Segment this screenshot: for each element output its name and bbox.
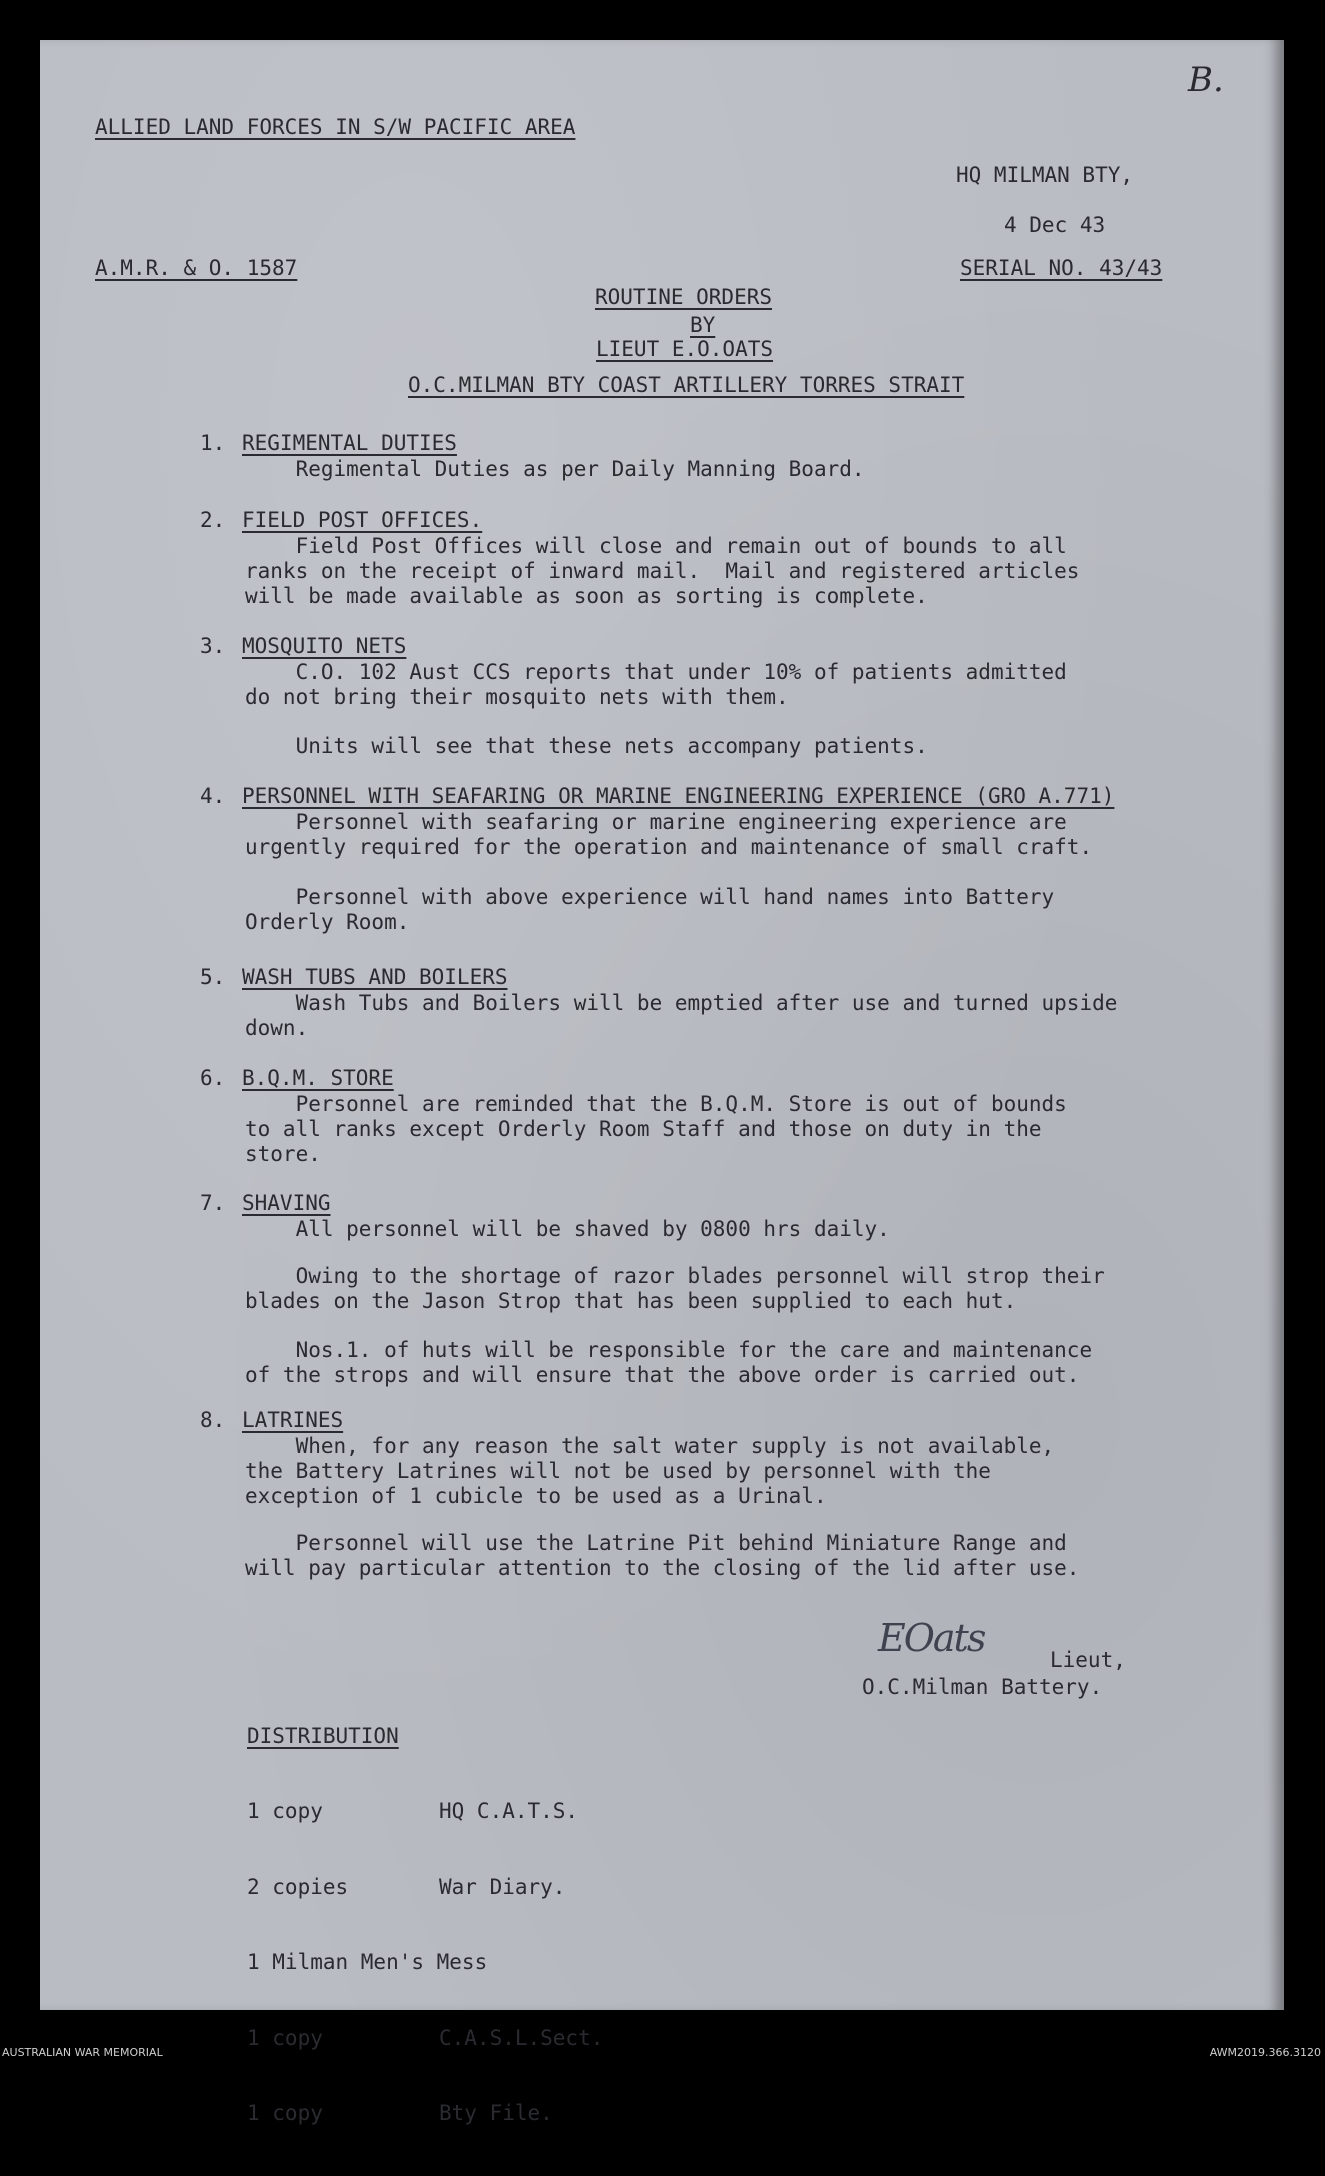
reference-number: A.M.R. & O. 1587 bbox=[95, 256, 298, 280]
handwritten-signature: EOats bbox=[878, 1616, 985, 1660]
order-heading-3: 3. MOSQUITO NETS bbox=[200, 634, 407, 658]
order-6-paragraph-1: Personnel are reminded that the B.Q.M. Store is out of bounds to all ranks except Orderly Room Staff and those on duty in the store. bbox=[245, 1092, 1067, 1166]
order-4-paragraph-2: Personnel with above experience will hand names into Battery Orderly Room. bbox=[245, 885, 1055, 934]
distribution-title: DISTRIBUTION bbox=[247, 1724, 399, 1748]
order-heading-2: 2. FIELD POST OFFICES. bbox=[200, 508, 483, 532]
hand-mark: B. bbox=[1188, 60, 1224, 100]
distribution-row: 1 copy HQ C.A.T.S. bbox=[247, 1799, 579, 1824]
order-2-paragraph-1: Field Post Offices will close and remain out of bounds to all ranks on the receipt of inward mail. Mail and registered articles will be made available as soon as sorting is complete. bbox=[245, 534, 1080, 608]
order-heading-1: 1. REGIMENTAL DUTIES bbox=[200, 431, 457, 455]
title-routine-orders: ROUTINE ORDERS bbox=[595, 285, 773, 309]
footer-credit: AUSTRALIAN WAR MEMORIAL bbox=[2, 2046, 163, 2059]
order-5-paragraph-1: Wash Tubs and Boilers will be emptied after use and turned upside down. bbox=[245, 991, 1118, 1040]
order-7-paragraph-3: Nos.1. of huts will be responsible for the care and maintenance of the strops and will ensure that the above order is carried out. bbox=[245, 1338, 1093, 1387]
order-3-paragraph-2: Units will see that these nets accompany patients. bbox=[245, 734, 928, 758]
distribution-row: 1 Milman Men's Mess bbox=[247, 1950, 488, 1975]
distribution-row: 1 copy Bty File. bbox=[247, 2100, 553, 2125]
date-line: 4 Dec 43 bbox=[1004, 213, 1106, 237]
footer-accession: AWM2019.366.3120 bbox=[1209, 2046, 1321, 2059]
title-unit: O.C.MILMAN BTY COAST ARTILLERY TORRES STRAIT bbox=[408, 373, 965, 397]
order-7-paragraph-2: Owing to the shortage of razor blades personnel will strop their blades on the Jason Strop that has been supplied to each hut. bbox=[245, 1264, 1105, 1313]
distribution-row: 2 copies War Diary. bbox=[247, 1874, 566, 1899]
order-heading-5: 5. WASH TUBS AND BOILERS bbox=[200, 965, 508, 989]
order-heading-6: 6. B.Q.M. STORE bbox=[200, 1066, 394, 1090]
distribution-row: 1 copy C.A.S.L.Sect. bbox=[247, 2025, 604, 2050]
order-heading-8: 8. LATRINES bbox=[200, 1408, 344, 1432]
order-heading-4: 4. PERSONNEL WITH SEAFARING OR MARINE ENGINEERING EXPERIENCE (GRO A.771) bbox=[200, 784, 1115, 808]
order-3-paragraph-1: C.O. 102 Aust CCS reports that under 10% of patients admitted do not bring their mosquito nets with them. bbox=[245, 660, 1067, 709]
hq-line: HQ MILMAN BTY, bbox=[956, 163, 1134, 187]
order-4-paragraph-1: Personnel with seafaring or marine engineering experience are urgently required for the operation and maintenance of small craft. bbox=[245, 810, 1093, 859]
signature-rank: Lieut, bbox=[1050, 1648, 1126, 1672]
signature-position: O.C.Milman Battery. bbox=[862, 1675, 1103, 1699]
distribution-list bbox=[247, 1749, 603, 2176]
order-1-paragraph-1: Regimental Duties as per Daily Manning Board. bbox=[245, 457, 865, 481]
title-by: BY bbox=[690, 313, 716, 337]
order-8-paragraph-2: Personnel will use the Latrine Pit behind Miniature Range and will pay particular attention to the closing of the lid after use. bbox=[245, 1531, 1080, 1580]
order-heading-7: 7. SHAVING bbox=[200, 1191, 331, 1215]
order-8-paragraph-1: When, for any reason the salt water supply is not available, the Battery Latrines will not be used by personnel with the exception of 1 cubicle to be used as a Urinal. bbox=[245, 1434, 1055, 1508]
title-officer: LIEUT E.O.OATS bbox=[596, 337, 774, 361]
serial-number: SERIAL NO. 43/43 bbox=[960, 256, 1163, 280]
order-7-paragraph-1: All personnel will be shaved by 0800 hrs daily. bbox=[245, 1217, 890, 1241]
command-heading: ALLIED LAND FORCES IN S/W PACIFIC AREA bbox=[95, 115, 576, 139]
